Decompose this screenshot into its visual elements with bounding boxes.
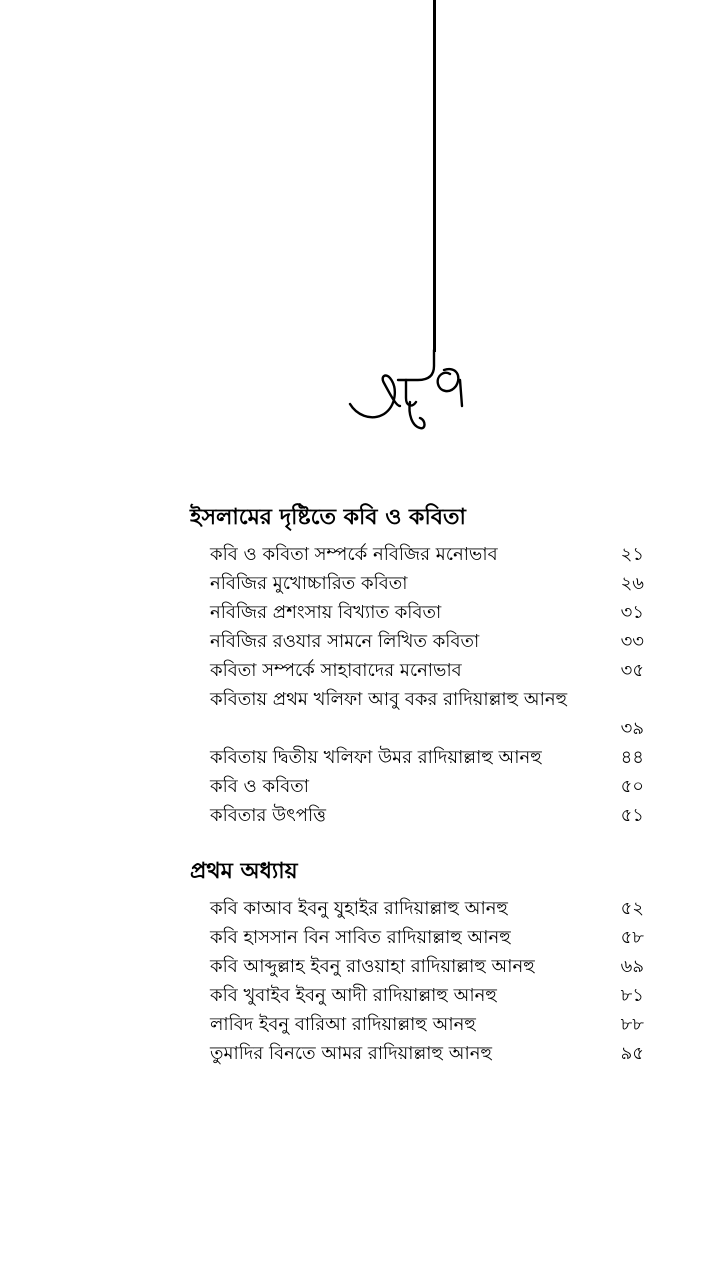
section-entry-list bbox=[190, 534, 650, 830]
toc-entry[interactable] bbox=[190, 685, 650, 743]
toc-entry[interactable] bbox=[190, 569, 650, 598]
entry-title: নবিজির রওযার সামনে লিখিত কবিতা bbox=[210, 631, 480, 652]
entry-page-number: ৩৩ bbox=[620, 631, 644, 652]
hanging-line bbox=[433, 0, 436, 352]
entry-page-number: ৫১ bbox=[620, 805, 644, 826]
toc-entry[interactable] bbox=[190, 1010, 650, 1039]
entry-title: নবিজির মুখোচ্চারিত কবিতা bbox=[210, 573, 408, 594]
entry-title: কবি কাআব ইবনু যুহাইর রাদিয়াল্লাহু আনহু bbox=[210, 898, 508, 919]
entry-title: কবি হাসসান বিন সাবিত রাদিয়াল্লাহু আনহু bbox=[210, 927, 511, 948]
toc-entry[interactable] bbox=[190, 743, 650, 772]
entry-page-number: ২৬ bbox=[620, 573, 644, 594]
section-entry-list bbox=[190, 888, 650, 1068]
entry-page-number: ২১ bbox=[620, 544, 644, 565]
toc-entry[interactable] bbox=[190, 981, 650, 1010]
entry-title: কবিতার উৎপত্তি bbox=[210, 805, 326, 826]
toc-entry[interactable] bbox=[190, 627, 650, 656]
entry-title: নবিজির প্রশংসায় বিখ্যাত কবিতা bbox=[210, 602, 442, 623]
entry-title: তুমাদির বিনতে আমর রাদিয়াল্লাহু আনহু bbox=[210, 1043, 492, 1064]
title-calligraphy-logo bbox=[340, 336, 480, 446]
entry-title: কবি ও কবিতা সম্পর্কে নবিজির মনোভাব bbox=[210, 544, 498, 565]
entry-page-number: ৩১ bbox=[620, 602, 644, 623]
toc-entry[interactable] bbox=[190, 656, 650, 685]
entry-page-number: ৮৮ bbox=[620, 1014, 644, 1035]
entry-page-number: ৫৮ bbox=[620, 927, 644, 948]
entry-page-number: ৮১ bbox=[620, 985, 644, 1006]
toc-section bbox=[190, 856, 650, 1068]
entry-page-number: ৯৫ bbox=[620, 1043, 644, 1064]
table-of-contents bbox=[190, 502, 650, 1068]
toc-entry[interactable] bbox=[190, 952, 650, 981]
entry-page-number: ৩৫ bbox=[620, 660, 644, 681]
toc-entry[interactable] bbox=[190, 1039, 650, 1068]
section-heading: ইসলামের দৃষ্টিতে কবি ও কবিতা bbox=[190, 505, 466, 530]
entry-title: কবি খুবাইব ইবনু আদী রাদিয়াল্লাহু আনহু bbox=[210, 985, 497, 1006]
entry-page-number: ৩৯ bbox=[620, 718, 644, 739]
entry-title: কবিতায় দ্বিতীয় খলিফা উমর রাদিয়াল্লাহু আনহু bbox=[210, 747, 542, 768]
entry-title: কবি ও কবিতা bbox=[210, 776, 309, 797]
toc-section bbox=[190, 502, 650, 830]
entry-title: কবিতা সম্পর্কে সাহাবাদের মনোভাব bbox=[210, 660, 462, 681]
toc-entry[interactable] bbox=[190, 772, 650, 801]
section-heading: প্রথম অধ্যায় bbox=[190, 859, 298, 884]
entry-page-number: ৫০ bbox=[620, 776, 644, 797]
entry-title: লাবিদ ইবনু বারিআ রাদিয়াল্লাহু আনহু bbox=[210, 1014, 476, 1035]
toc-entry[interactable] bbox=[190, 894, 650, 923]
toc-entry[interactable] bbox=[190, 923, 650, 952]
entry-title: কবিতায় প্রথম খলিফা আবু বকর রাদিয়াল্লাহু আনহু bbox=[210, 689, 568, 710]
toc-entry[interactable] bbox=[190, 540, 650, 569]
toc-entry[interactable] bbox=[190, 598, 650, 627]
entry-page-number: ৫২ bbox=[620, 898, 644, 919]
entry-title: কবি আব্দুল্লাহ ইবনু রাওয়াহা রাদিয়াল্লাহু আনহু bbox=[210, 956, 535, 977]
entry-page-number: ৬৯ bbox=[620, 956, 644, 977]
toc-entry[interactable] bbox=[190, 801, 650, 830]
entry-page-number: ৪৪ bbox=[620, 747, 644, 768]
